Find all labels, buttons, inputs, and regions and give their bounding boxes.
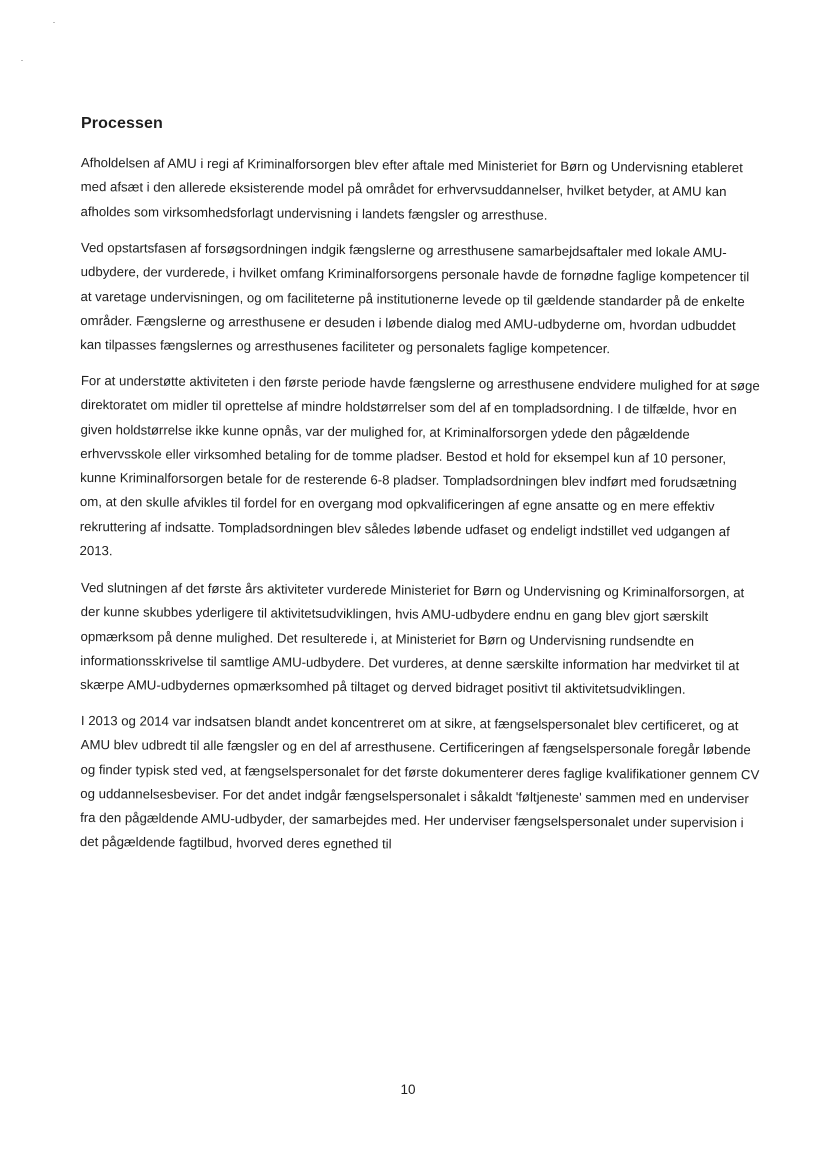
paragraph: Ved opstartsfasen af forsøgsordningen indgik fængslerne og arresthusene samarbejdsaftaler med lokale AMU-udbydere, der vurderede, i hvilket omfang Kriminalforsorgens personale havde de fornødne faglige kompetencer til at varetage undervisningen, og om faciliteterne på institutionerne levede op til gældende standarder på de enkelte områder. Fængslerne og arresthusene er desuden i løbende dialog med AMU-udbyderne om, hvordan udbuddet kan tilpasses fængslernes og arresthusenes faciliteter og personalets faglige kompetencer. [80, 239, 750, 357]
paragraph: For at understøtte aktiviteten i den første periode havde fængslerne og arresthusene endvidere mulighed for at søge direktoratet om midler til oprettelse af mindre holdstørrelser som del af en tompladsordning. I de tilfælde, hvor en given holdstørrelse ikke kunne opnås, var der mulighed for, at Kriminalforsorgen ydede den pågældende erhvervsskole eller virksomhed betaling for de tomme pladser. Bestod et hold for eksempel kun af 10 personer, kunne Kriminalforsorgen betale for de resterende 6-8 pladser. Tompladsordningen blev indført med forudsætning om, at den skulle afvikles til fordel for en overgang mod opkvalificeringen af egne ansatte og en mere effektiv rekruttering af indsatte. Tompladsordningen blev således løbende udfaset og endeligt indstillet ved udgangen af 2013. [79, 373, 760, 559]
paragraph: I 2013 og 2014 var indsatsen blandt andet koncentreret om at sikre, at fængselspersonalet blev certificeret, og at AMU blev udbredt til alle fængsler og en del af arresthusene. Certificeringen af fængselspersonale foregår løbende og finder typisk sted ved, at fængselspersonalet for det første dokumenterer deres faglige kvalifikationer gennem CV og uddannelsesbeviser. For det andet indgår fængselspersonalet i såkaldt 'føltjeneste' sammen med en underviser fra den pågældende AMU-udbyder, der samarbejdes med. Her underviser fængselspersonalet under supervision i det pågældende fagtilbud, hvorved deres egnethed til [79, 713, 760, 853]
paragraph: Ved slutningen af det første års aktiviteter vurderede Ministeriet for Børn og Undervisning og Kriminalforsorgen, at der kunne skubbes yderligere til aktivitetsudviklingen, hvis AMU-udbydere endnu en gang blev gjort særskilt opmærksom på denne mulighed. Det resulterede i, at Ministeriet for Børn og Undervisning rundsendte en informationsskrivelse til samtlige AMU-udbydere. Det vurderes, at denne særskilte information har medvirket til at skærpe AMU-udbydernes opmærksomhed på tiltaget og derved bidraget positivt til aktivitetsudviklingen. [80, 579, 745, 697]
body-text [81, 151, 761, 867]
scan-speck [21, 60, 23, 61]
section-heading: Processen [81, 115, 163, 132]
scan-speck [53, 22, 55, 23]
paragraph: Afholdelsen af AMU i regi af Kriminalforsorgen blev efter aftale med Ministeriet for Børn og Undervisning etableret med afsæt i den allerede eksisterende model på området for erhvervsuddannelser, hvilket betyder, at AMU kan afholdes som virksomhedsforlagt undervisning i landets fængsler og arresthuse. [80, 154, 743, 223]
page-number: 10 [400, 1082, 416, 1097]
